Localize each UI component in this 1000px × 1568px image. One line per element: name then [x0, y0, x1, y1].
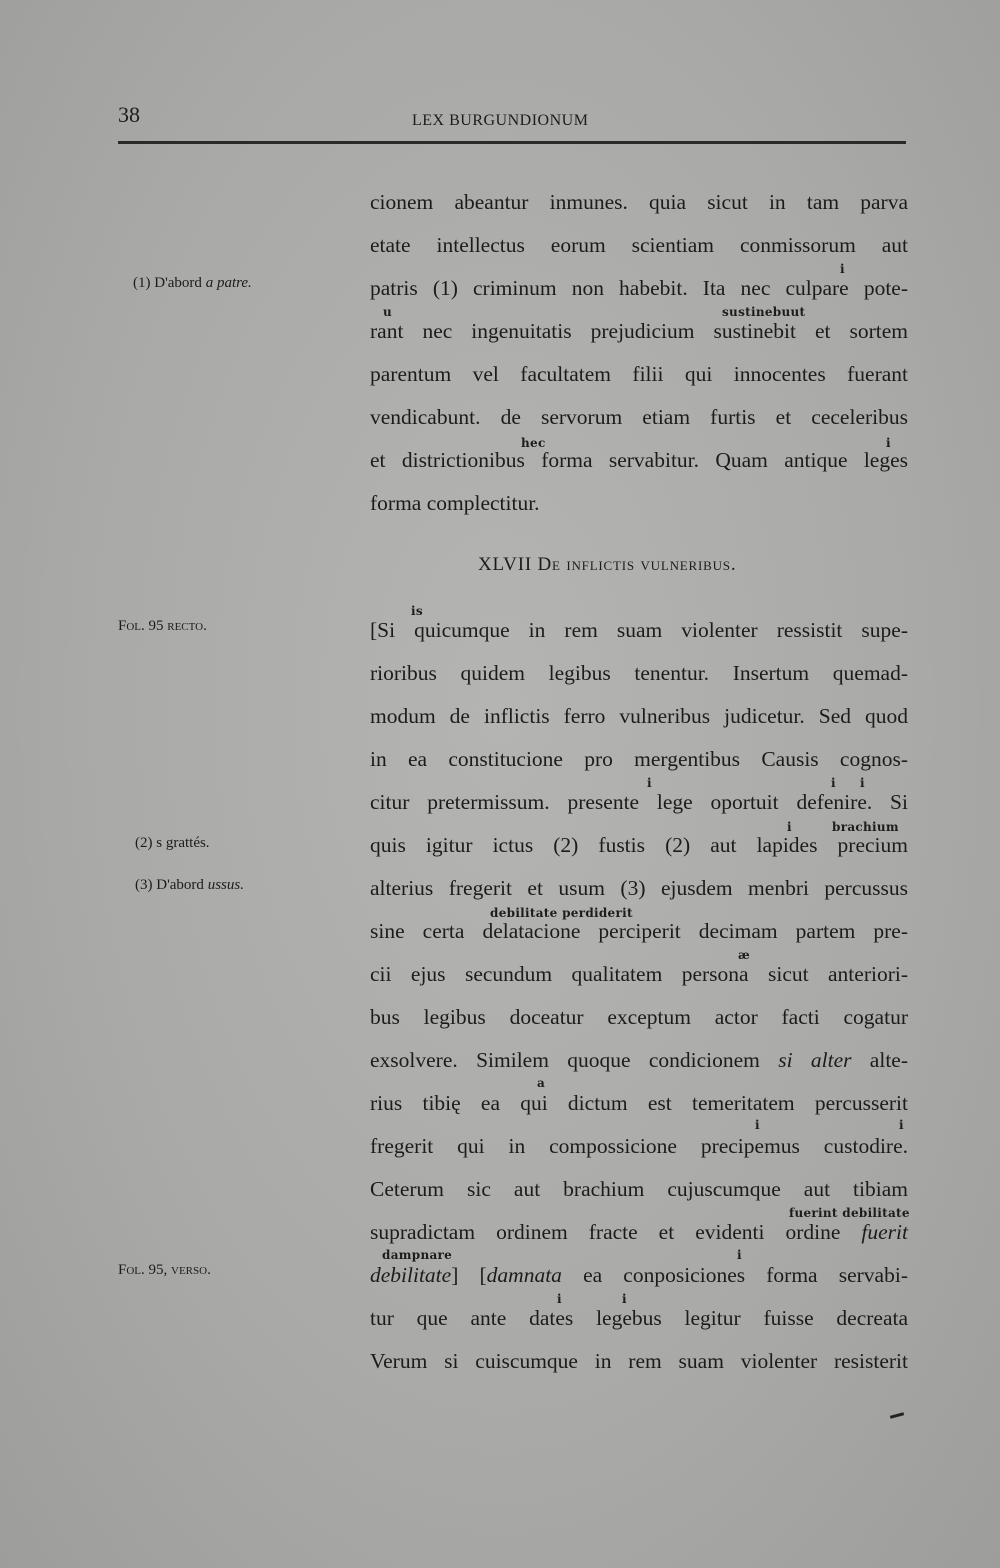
- text-line-7: et districtionibus forma servabitur. Quam antique leges: [370, 448, 908, 472]
- text-line-12: in ea constitucione pro mergentibus Causis cognos-: [370, 747, 908, 771]
- text-line-9: [Si quicumque in rem suam violenter ressistit supe-: [370, 618, 908, 642]
- text-line-22: Ceterum sic aut brachium cujuscumque aut tibiam: [370, 1177, 908, 1201]
- text-line-19-italic: si alter: [778, 1048, 852, 1072]
- margin-note-3-italic: ussus.: [207, 877, 244, 893]
- text-line-8: forma complectitur.: [370, 491, 540, 515]
- section-heading: [478, 554, 736, 576]
- text-line-2: etate intellectus eorum scientiam conmissorum aut: [370, 233, 908, 257]
- text-line-19-c: alte-: [851, 1048, 908, 1072]
- text-line-23: [370, 1220, 908, 1245]
- header-rule: [118, 141, 906, 144]
- text-line-15: alterius fregerit et usum (3) ejusdem menbri percussus: [370, 876, 908, 900]
- text-line-23-italic: fuerit: [861, 1220, 908, 1244]
- gloss-sustinebuut: sustinebuut: [722, 305, 806, 319]
- gloss-debilitate-perdiderit: debilitate perdiderit: [490, 906, 633, 920]
- text-line-11: modum de inflictis ferro vulneribus judicetur. Sed quod: [370, 704, 908, 728]
- folio-95-verso: Fol. 95, verso.: [118, 1262, 211, 1278]
- gloss-i: i: [787, 820, 792, 834]
- gloss-i: i: [755, 1118, 760, 1132]
- text-line-25: tur que ante dates legebus legitur fuisse decreata: [370, 1306, 908, 1330]
- gloss-hec: hec: [521, 436, 546, 450]
- gloss-i: i: [647, 776, 652, 790]
- margin-note-1: [133, 275, 252, 292]
- section-number: XLVII: [478, 554, 532, 575]
- text-line-18: bus legibus doceatur exceptum actor facti cogatur: [370, 1005, 908, 1029]
- text-line-24-italic-a: debilitate: [370, 1263, 452, 1287]
- page-number: 38: [118, 102, 140, 127]
- ink-mark: [890, 1412, 904, 1419]
- text-line-24-italic-c: damnata: [486, 1263, 562, 1287]
- margin-note-1-italic: a patre.: [205, 275, 252, 291]
- gloss-dampnare: dampnare: [382, 1248, 453, 1262]
- text-line-20: rius tibię ea qui dictum est temeritatem percusserit: [370, 1091, 908, 1115]
- gloss-u: u: [383, 305, 393, 319]
- text-line-3: patris (1) criminum non habebit. Ita nec culpare pote-: [370, 276, 908, 300]
- text-line-24: [370, 1263, 908, 1288]
- text-line-13: citur pretermissum. presente lege oportuit defenire. Si: [370, 790, 908, 814]
- text-line-14: quis igitur ictus (2) fustis (2) aut lapides precium: [370, 833, 908, 857]
- gloss-is: is: [411, 604, 423, 618]
- gloss-i: i: [831, 776, 836, 790]
- text-line-4: rant nec ingenuitatis prejudicium sustinebit et sortem: [370, 319, 908, 343]
- running-title: LEX BURGUNDIONUM: [412, 112, 589, 129]
- text-line-5: parentum vel facultatem filii qui innocentes fuerant: [370, 362, 908, 386]
- gloss-a: a: [537, 1076, 546, 1090]
- text-line-24-d: ea conposiciones forma servabi-: [561, 1263, 908, 1287]
- text-line-21: fregerit qui in compossicione precipemus custodire.: [370, 1134, 908, 1158]
- margin-note-2: (2) s grattés.: [135, 835, 210, 851]
- gloss-i: i: [840, 262, 845, 276]
- gloss-i: i: [899, 1118, 904, 1132]
- text-line-16: sine certa delatacione perciperit decimam partem pre-: [370, 919, 908, 943]
- gloss-i: i: [622, 1292, 627, 1306]
- gloss-i: i: [737, 1248, 742, 1262]
- gloss-fuerint-debilitate: fuerint debilitate: [789, 1206, 910, 1220]
- margin-note-3: [135, 877, 244, 894]
- folio-95-recto: Fol. 95 recto.: [118, 618, 207, 634]
- margin-note-1-text: (1) D'abord: [133, 275, 206, 291]
- section-title: De inflictis vulneribus.: [537, 554, 737, 575]
- gloss-i: i: [860, 776, 865, 790]
- text-line-23-a: supradictam ordinem fracte et evidenti ordine: [370, 1220, 862, 1244]
- text-line-26: Verum si cuiscumque in rem suam violenter resisterit: [370, 1349, 908, 1373]
- margin-note-3-text: (3) D'abord: [135, 877, 208, 893]
- text-line-24-b: ] [: [451, 1263, 487, 1287]
- text-line-17: cii ejus secundum qualitatem persona sicut anteriori-: [370, 962, 908, 986]
- gloss-ae: æ: [738, 948, 751, 962]
- gloss-i: i: [557, 1292, 562, 1306]
- text-line-1: cionem abeantur inmunes. quia sicut in tam parva: [370, 190, 908, 214]
- gloss-i: i: [886, 436, 891, 450]
- text-line-19-a: exsolvere. Similem quoque condicionem: [370, 1048, 779, 1072]
- text-line-19: [370, 1048, 908, 1073]
- gloss-brachium: brachium: [832, 820, 899, 834]
- text-line-6: vendicabunt. de servorum etiam furtis et ceceleribus: [370, 405, 908, 429]
- text-line-10: rioribus quidem legibus tenentur. Insertum quemad-: [370, 661, 908, 685]
